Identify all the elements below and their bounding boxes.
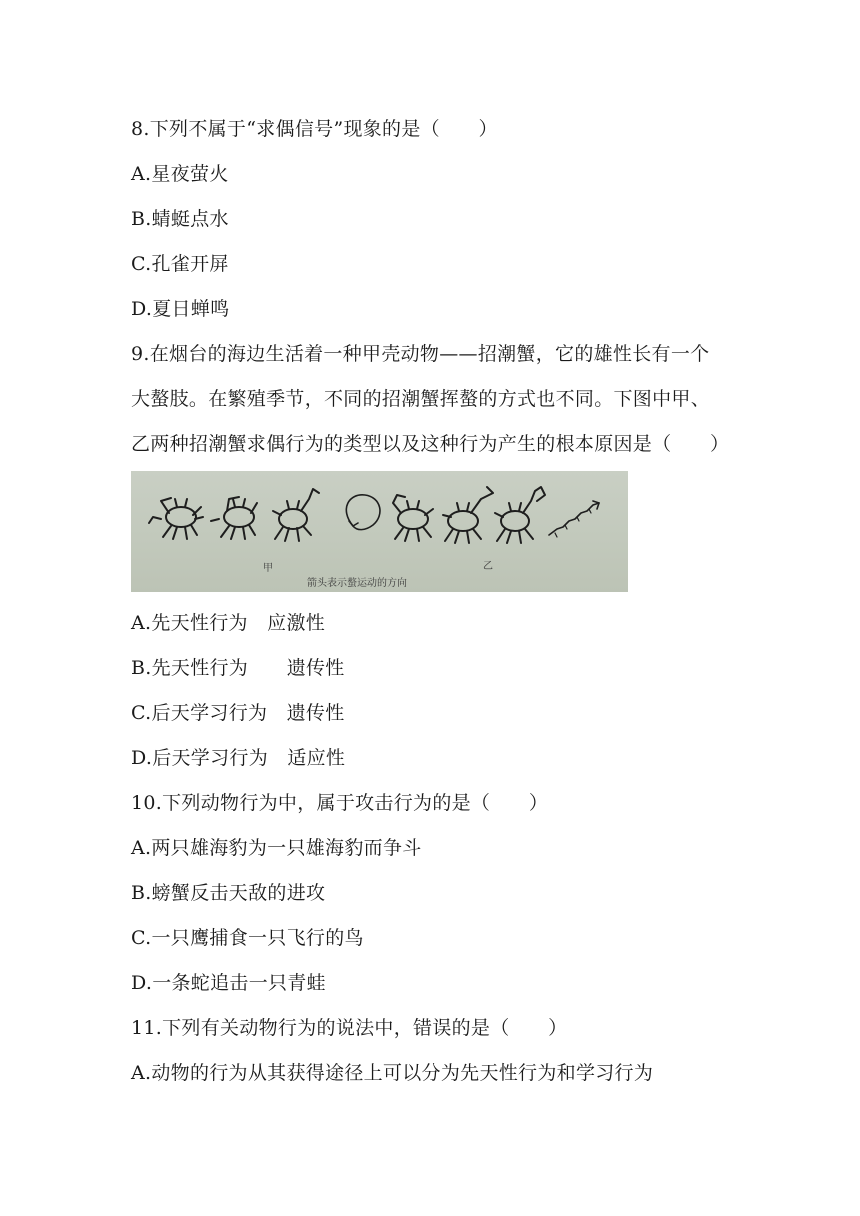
figure-caption: 箭头表示螯运动的方向 — [307, 578, 407, 589]
claw-motion-arrow — [549, 503, 599, 535]
q8-option-c: C.孔雀开屏 — [131, 253, 229, 275]
crab-icon — [495, 487, 545, 543]
crab-icon — [393, 495, 433, 541]
q11-option-a: A.动物的行为从其获得途径上可以分为先天性行为和学习行为 — [131, 1062, 654, 1084]
figure-label-yi: 乙 — [483, 561, 493, 572]
q10-option-c: C.一只鹰捕食一只飞行的鸟 — [131, 927, 364, 949]
q9-option-d: D.后天学习行为 适应性 — [131, 747, 346, 769]
q11-stem: 11.下列有关动物行为的说法中，错误的是（ ） — [131, 1017, 568, 1039]
q9-stem-line-3: 乙两种招潮蟹求偶行为的类型以及这种行为产生的根本原因是（ ） — [131, 433, 730, 455]
q10-stem: 10.下列动物行为中，属于攻击行为的是（ ） — [131, 792, 549, 814]
q8-option-a: A.星夜萤火 — [131, 163, 229, 185]
q10-option-d: D.一条蛇追击一只青蛙 — [131, 972, 326, 994]
q9-stem-line-1: 9.在烟台的海边生活着一种甲壳动物——招潮蟹，它的雄性长有一个 — [131, 343, 710, 365]
figure-label-jia: 甲 — [263, 563, 273, 574]
crab-icon — [149, 498, 203, 539]
fiddler-crab-figure — [131, 471, 628, 592]
q8-option-b: B.蜻蜓点水 — [131, 208, 229, 230]
q10-option-a: A.两只雄海豹为一只雄海豹而争斗 — [131, 837, 422, 859]
q9-option-b: B.先天性行为 遗传性 — [131, 657, 345, 679]
q9-option-a: A.先天性行为 应激性 — [131, 612, 326, 634]
q8-option-d: D.夏日蝉鸣 — [131, 298, 230, 320]
q9-stem-line-2: 大螯肢。在繁殖季节，不同的招潮蟹挥螯的方式也不同。下图中甲、 — [131, 388, 711, 410]
crab-icon — [273, 489, 319, 541]
crab-icon — [211, 497, 257, 539]
q9-option-c: C.后天学习行为 遗传性 — [131, 702, 345, 724]
q10-option-b: B.螃蟹反击天敌的进攻 — [131, 882, 326, 904]
q8-stem: 8.下列不属于“求偶信号”现象的是（ ） — [131, 118, 498, 140]
crab-icon — [443, 487, 493, 543]
